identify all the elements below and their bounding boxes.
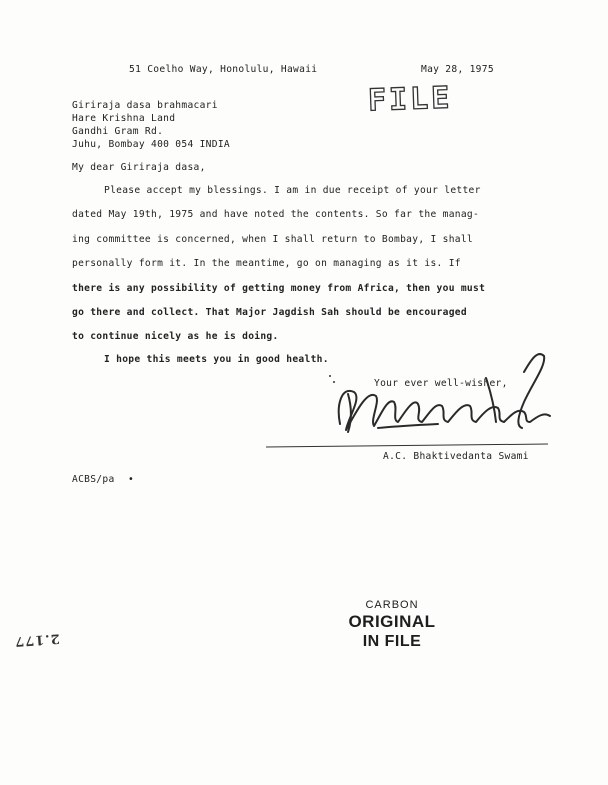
body-line: there is any possibility of getting money from Africa, then you must xyxy=(72,283,486,294)
letter-date: May 28, 1975 xyxy=(421,64,494,75)
body-line: to continue nicely as he is doing. xyxy=(72,331,279,342)
signatory-name: A.C. Bhaktivedanta Swami xyxy=(383,451,529,462)
signature-scribble xyxy=(318,332,568,452)
carbon-stamp-line1: CARBON xyxy=(365,599,419,611)
recipient-org: Hare Krishna Land xyxy=(72,113,176,124)
closing-line: I hope this meets you in good health. xyxy=(104,354,329,365)
body-line: dated May 19th, 1975 and have noted the contents. So far the manag- xyxy=(72,209,480,220)
salutation: My dear Giriraja dasa, xyxy=(72,162,206,173)
file-stamp: FILE xyxy=(367,80,453,119)
valediction: Your ever well-wisher, xyxy=(374,378,508,389)
carbon-original-stamp xyxy=(346,598,438,652)
body-line: personally form it. In the meantime, go on managing as it is. If xyxy=(72,258,461,269)
margin-handwritten-mark: 2.177 xyxy=(13,630,61,649)
reference-initials: ACBS/pa xyxy=(72,474,115,485)
carbon-stamp-line3: IN FILE xyxy=(362,633,422,650)
recipient-city: Juhu, Bombay 400 054 INDIA xyxy=(72,139,230,150)
carbon-stamp-line2: ORIGINAL xyxy=(348,612,436,631)
recipient-name: Giriraja dasa brahmacari xyxy=(72,100,218,111)
body-line: ing committee is concerned, when I shall return to Bombay, I shall xyxy=(72,234,474,245)
recipient-street: Gandhi Gram Rd. xyxy=(72,126,164,137)
reference-dot: • xyxy=(128,474,135,485)
body-line: Please accept my blessings. I am in due receipt of your letter xyxy=(104,185,481,196)
sender-address: 51 Coelho Way, Honolulu, Hawaii xyxy=(129,64,318,75)
body-line: go there and collect. That Major Jagdish Sah should be encouraged xyxy=(72,307,467,318)
